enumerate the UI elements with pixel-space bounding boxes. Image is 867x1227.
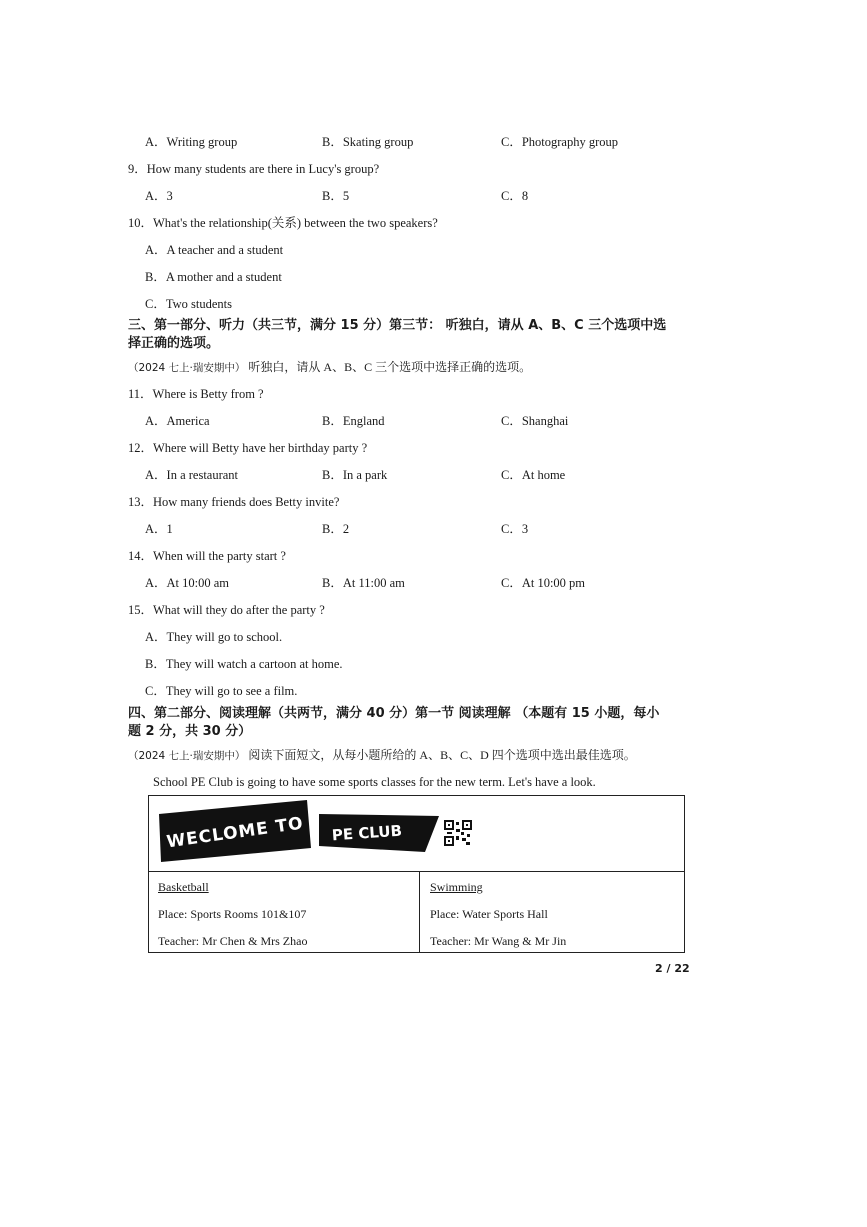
q11-option-a: A．America [145, 414, 210, 428]
q9-option-a: A．3 [145, 189, 173, 203]
q10-option-a: A．A teacher and a student [145, 243, 284, 257]
section4-source [128, 747, 636, 764]
q14-stem: 14．When will the party start ? [128, 549, 286, 563]
swimming-place: Place: Water Sports Hall [430, 907, 548, 921]
basketball-place: Place: Sports Rooms 101&107 [158, 907, 307, 921]
basketball-title: Basketball [158, 880, 209, 894]
q11-stem: 11．Where is Betty from ? [128, 387, 264, 401]
q14-option-a: A．At 10:00 am [145, 576, 230, 590]
q10-stem: 10．What's the relationship(关系) between the two speakers? [128, 216, 438, 230]
page-number: 2 / 22 [655, 962, 690, 975]
q8-option-b: B．Skating group [322, 135, 414, 149]
q11-option-b: B．England [322, 414, 385, 428]
q9-option-c: C．8 [501, 189, 529, 203]
q13-option-a: A．1 [145, 522, 173, 536]
q12-option-c: C．At home [501, 468, 566, 482]
banner-graphic [149, 796, 684, 871]
q10-option-b: B．A mother and a student [145, 270, 282, 284]
q15-option-b: B．They will watch a cartoon at home. [145, 657, 343, 671]
poster-banner [149, 796, 684, 872]
q13-option-c: C．3 [501, 522, 529, 536]
q12-option-b: B．In a park [322, 468, 388, 482]
q12-stem: 12．Where will Betty have her birthday party ? [128, 441, 368, 455]
section3-heading-line1: 三、第一部分、听力（共三节，满分 15 分）第三节： 听独白，请从 A、B、C 三个选项中选 [128, 318, 667, 333]
q8-option-c: C．Photography group [501, 135, 619, 149]
q11-option-c: C．Shanghai [501, 414, 569, 428]
q15-stem: 15．What will they do after the party ? [128, 603, 325, 617]
section4-source-tag: （2024 七上·瑞安期中） [128, 750, 246, 762]
pe-club-poster [148, 795, 685, 953]
q15-option-c: C．They will go to see a film. [145, 684, 298, 698]
passage-intro: School PE Club is going to have some sports classes for the new term. Let's have a look. [153, 775, 596, 789]
q8-option-a: A．Writing group [145, 135, 238, 149]
banner-left-text: WECLOME TO [165, 813, 305, 853]
section3-source [128, 359, 531, 376]
section3-source-tag: （2024 七上·瑞安期中） [128, 362, 246, 374]
q9-option-b: B．5 [322, 189, 350, 203]
banner-right-text: PE CLUB [331, 821, 403, 845]
q14-option-c: C．At 10:00 pm [501, 576, 586, 590]
section4-heading-line2: 题 2 分，共 30 分） [128, 724, 252, 739]
table-divider [419, 871, 420, 953]
section4-source-text: 阅读下面短文，从每小题所给的 A、B、C、D 四个选项中选出最佳选项。 [248, 748, 636, 762]
section3-source-text: 听独白，请从 A、B、C 三个选项中选择正确的选项。 [248, 360, 532, 374]
q13-option-b: B．2 [322, 522, 350, 536]
q15-option-a: A．They will go to school. [145, 630, 283, 644]
swimming-teacher: Teacher: Mr Wang & Mr Jin [430, 934, 567, 948]
q10-option-c: C．Two students [145, 297, 232, 311]
q13-stem: 13．How many friends does Betty invite? [128, 495, 340, 509]
q12-option-a: A．In a restaurant [145, 468, 239, 482]
basketball-teacher: Teacher: Mr Chen & Mrs Zhao [158, 934, 308, 948]
swimming-title: Swimming [430, 880, 483, 894]
qr-code-icon [445, 821, 471, 845]
q9-stem: 9．How many students are there in Lucy's group? [128, 162, 380, 176]
q14-option-b: B．At 11:00 am [322, 576, 405, 590]
section4-heading-line1: 四、第二部分、阅读理解（共两节，满分 40 分）第一节 阅读理解 （本题有 15 小题，每小 [128, 706, 660, 721]
section3-heading-line2: 择正确的选项。 [128, 336, 220, 351]
